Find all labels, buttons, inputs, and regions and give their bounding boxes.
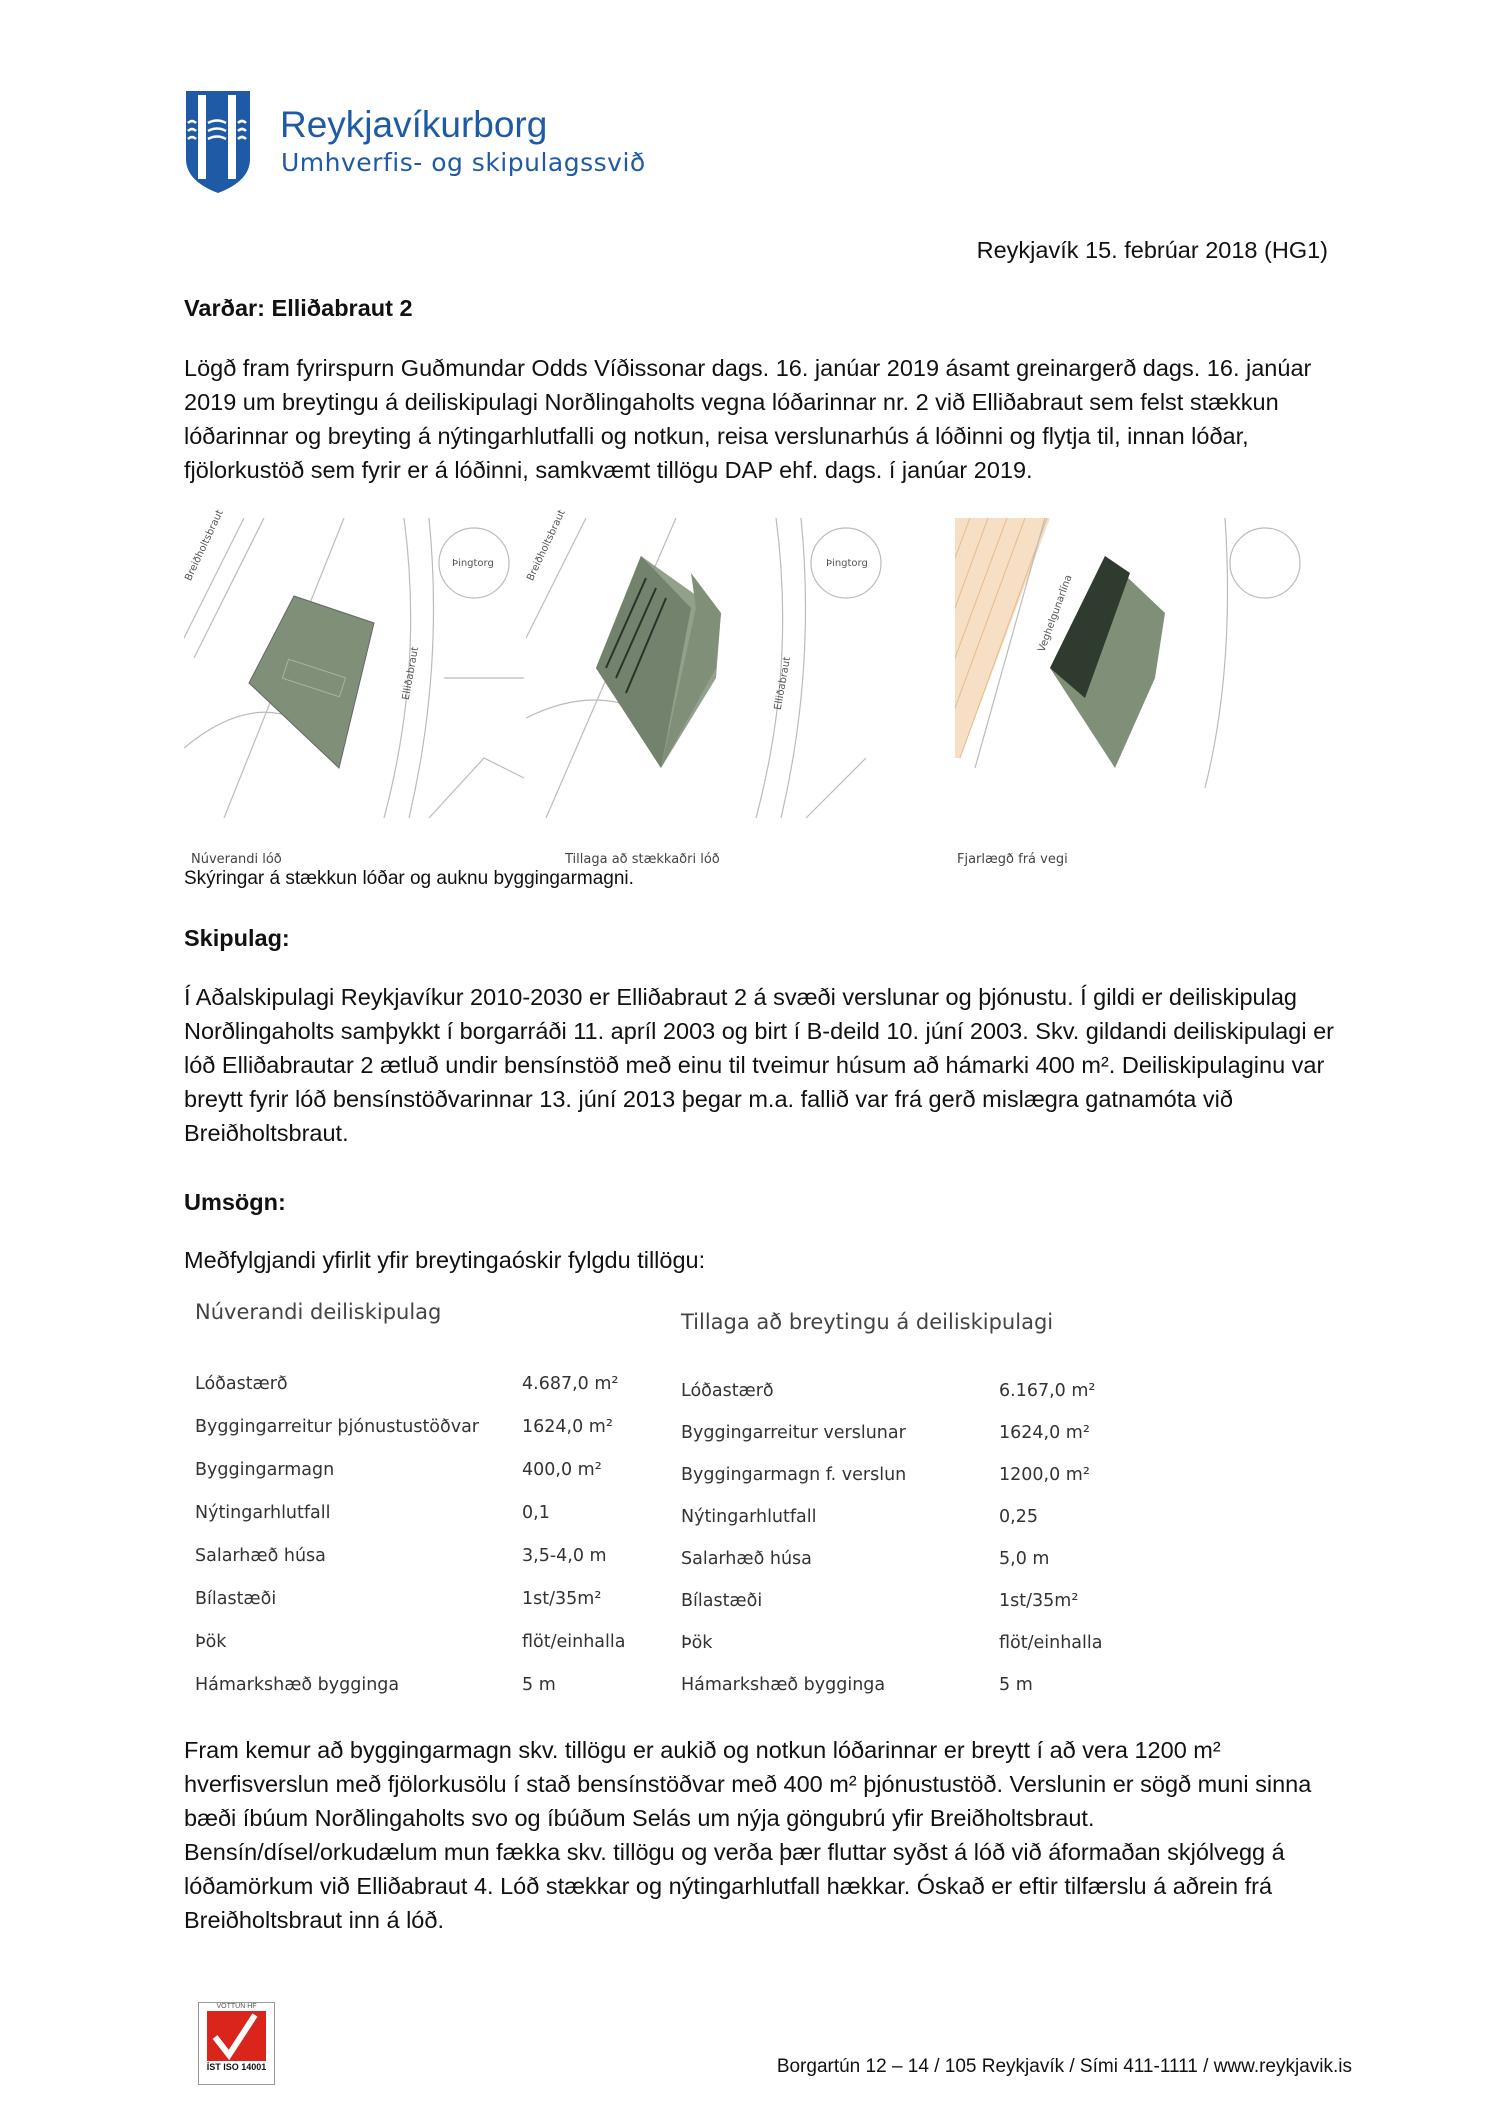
table-row bbox=[195, 1675, 556, 1695]
row-label: Bílastæði bbox=[681, 1591, 763, 1611]
subject-heading: Varðar: Elliðabraut 2 bbox=[184, 295, 413, 321]
table-row bbox=[681, 1591, 1079, 1611]
site-map-proposed bbox=[525, 508, 894, 818]
row-value: 5 m bbox=[522, 1675, 556, 1695]
map-caption-current: Núverandi lóð bbox=[191, 852, 282, 867]
row-value: 5,0 m bbox=[999, 1549, 1050, 1569]
row-label: Hámarkshæð bygginga bbox=[195, 1675, 400, 1695]
department-name: Umhverfis- og skipulagssvið bbox=[281, 148, 646, 177]
row-label: Hámarkshæð bygginga bbox=[681, 1675, 886, 1695]
row-value: flöt/einhalla bbox=[522, 1632, 626, 1652]
footer-address: Borgartún 12 – 14 / 105 Reykjavík / Sími 411-1111 / www.reykjavik.is bbox=[776, 2056, 1352, 2077]
row-label: Byggingarreitur þjónustustöðvar bbox=[195, 1417, 479, 1437]
table-row bbox=[681, 1549, 1050, 1569]
proposed-plan-title: Tillaga að breytingu á deiliskipulagi bbox=[681, 1310, 1054, 1334]
map-label-road: Breiðholtsbraut bbox=[525, 508, 568, 583]
org-name: Reykjavíkurborg bbox=[280, 104, 548, 145]
skipulag-paragraph: Í Aðalskipulagi Reykjavíkur 2010-2030 er Elliðabraut 2 á svæði verslunar og þjónustu. Í gildi er deiliskipulag Norðlingaholts samþykkt í borgarráði 11. apríl 2003 og birt í B-deild 10. júní 2003. Skv. gildandi deiliskipulagi er lóð Elliðabrautar 2 ætluð undir bensínstöð með einu til tveimur húsum að hámarki 400 m². Deiliskipulaginu var breytt fyrir lóð bensínstöðvarinnar 13. júní 2013 þegar m.a. fallið var frá gerð mislægra gatnamóta við Breiðholtsbraut. bbox=[184, 984, 1334, 1146]
table-row bbox=[195, 1632, 626, 1652]
map-label-street: Elliðabraut bbox=[772, 656, 793, 711]
row-value: 1st/35m² bbox=[522, 1589, 602, 1609]
row-label: Byggingarreitur verslunar bbox=[681, 1423, 906, 1443]
row-value: 400,0 m² bbox=[522, 1460, 602, 1480]
map-caption-distance: Fjarlægð frá vegi bbox=[957, 852, 1068, 867]
site-map-road-distance bbox=[955, 518, 1320, 793]
iso-certification-badge bbox=[198, 2002, 275, 2085]
row-label: Lóðastærð bbox=[195, 1374, 288, 1394]
document-date: Reykjavík 15. febrúar 2018 (HG1) bbox=[976, 237, 1328, 263]
coat-of-arms-logo bbox=[184, 89, 252, 195]
table-row bbox=[681, 1465, 1090, 1485]
figure-caption: Skýringar á stækkun lóðar og auknu byggingarmagni. bbox=[184, 868, 634, 889]
row-label: Þök bbox=[681, 1633, 713, 1653]
table-row bbox=[195, 1546, 607, 1566]
row-label: Salarhæð húsa bbox=[681, 1549, 812, 1569]
row-label: Byggingarmagn f. verslun bbox=[681, 1465, 907, 1485]
table-row bbox=[195, 1417, 613, 1437]
table-row bbox=[681, 1507, 1038, 1527]
row-label: Salarhæð húsa bbox=[195, 1546, 326, 1566]
table-row bbox=[681, 1633, 1103, 1653]
row-label: Nýtingarhlutfall bbox=[681, 1507, 817, 1527]
row-value: 6.167,0 m² bbox=[999, 1381, 1096, 1401]
conclusion-paragraph: Fram kemur að byggingarmagn skv. tillögu er aukið og notkun lóðarinnar er breytt í að vera 1200 m² hverfisverslun með fjölorkusölu í stað bensínstöðvar með 400 m² þjónustustöð. Verslunin er sögð muni sinna bæði íbúum Norðlingaholts svo og íbúðum Selás um nýja göngubrú yfir Breiðholtsbraut. Bensín/dísel/orkudælum mun fækka skv. tillögu og verða þær fluttar syðst á lóð við áformaðan skjólvegg á lóðamörkum við Elliðabraut 4. Lóð stækkar og nýtingarhlutfall hækkar. Óskað er eftir tilfærslu á aðrein frá Breiðholtsbraut inn á lóð. bbox=[184, 1737, 1312, 1933]
umsogn-heading: Umsögn: bbox=[184, 1189, 286, 1215]
row-label: Nýtingarhlutfall bbox=[195, 1503, 331, 1523]
table-row bbox=[681, 1423, 1090, 1443]
cert-top-text: VOTTUN HF bbox=[216, 2003, 257, 2010]
row-value: 1200,0 m² bbox=[999, 1465, 1090, 1485]
map-label-square: Þingtorg bbox=[826, 558, 868, 569]
row-value: 1624,0 m² bbox=[999, 1423, 1090, 1443]
table-row bbox=[195, 1460, 602, 1480]
row-value: flöt/einhalla bbox=[999, 1633, 1103, 1653]
row-value: 1st/35m² bbox=[999, 1591, 1079, 1611]
checkmark-icon bbox=[207, 2011, 266, 2061]
skipulag-heading: Skipulag: bbox=[184, 925, 290, 951]
row-value: 3,5-4,0 m bbox=[522, 1546, 607, 1566]
row-value: 5 m bbox=[999, 1675, 1033, 1695]
map-label-setback-line: Veghelgunarlína bbox=[1036, 573, 1075, 654]
row-value: 4.687,0 m² bbox=[522, 1374, 619, 1394]
map-caption-proposed: Tillaga að stækkaðri lóð bbox=[565, 852, 720, 867]
row-label: Bílastæði bbox=[195, 1589, 277, 1609]
map-label-street: Elliðabraut bbox=[400, 646, 421, 701]
row-value: 0,1 bbox=[522, 1503, 550, 1523]
row-label: Lóðastærð bbox=[681, 1381, 774, 1401]
cert-bottom-text: ÍST ISO 14001 bbox=[206, 2062, 267, 2072]
table-row bbox=[681, 1381, 1096, 1401]
intro-paragraph: Lögð fram fyrirspurn Guðmundar Odds Víðissonar dags. 16. janúar 2019 ásamt greinargerð dags. 16. janúar 2019 um breytingu á deiliskipulagi Norðlingaholts vegna lóðarinnar nr. 2 við Elliðabraut sem felst stækkun lóðarinnar og breyting á nýtingarhlutfalli og notkun, reisa verslunarhús á lóðinni og flytja til, innan lóðar, fjölorkustöð sem fyrir er á lóðinni, samkvæmt tillögu DAP ehf. dags. í janúar 2019. bbox=[184, 355, 1312, 483]
row-label: Byggingarmagn bbox=[195, 1460, 335, 1480]
table-row bbox=[195, 1374, 619, 1394]
table-row bbox=[681, 1675, 1033, 1695]
row-value: 0,25 bbox=[999, 1507, 1038, 1527]
row-value: 1624,0 m² bbox=[522, 1417, 613, 1437]
map-label-road: Breiðholtsbraut bbox=[183, 508, 226, 583]
map-label-square: Þingtorg bbox=[452, 558, 494, 569]
table-row bbox=[195, 1589, 602, 1609]
site-map-current bbox=[183, 508, 524, 818]
row-label: Þök bbox=[195, 1632, 227, 1652]
table-row bbox=[195, 1503, 550, 1523]
umsogn-lead: Meðfylgjandi yfirlit yfir breytingaóskir fylgdu tillögu: bbox=[184, 1247, 706, 1273]
current-plan-title: Núverandi deiliskipulag bbox=[195, 1300, 442, 1324]
